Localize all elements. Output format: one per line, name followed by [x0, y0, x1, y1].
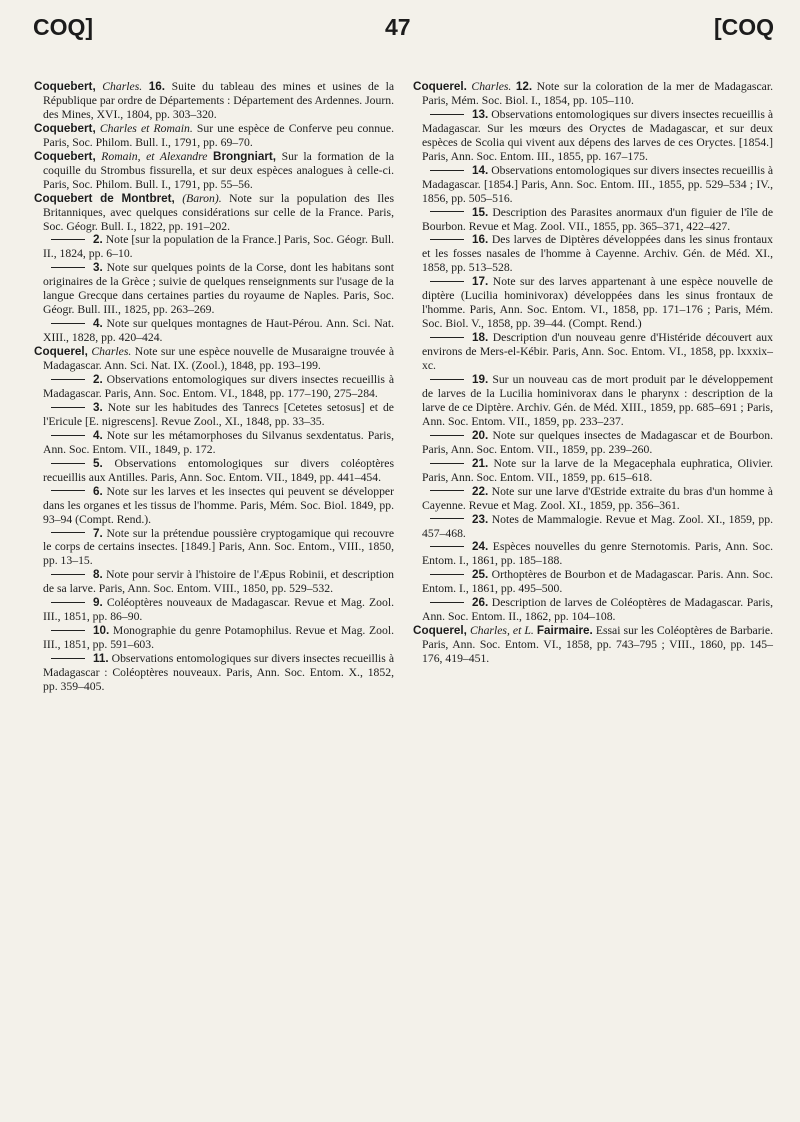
ditto-dash [51, 323, 85, 324]
entry-author: Coquebert, [34, 80, 96, 93]
entry-text: Note sur quelques montagnes de Haut-Pérou. Ann. Sci. Nat. XIII., 1828, pp. 420–424. [43, 317, 394, 345]
catalogue-subentry [413, 457, 773, 485]
entry-number: Fairmaire. [536, 624, 593, 638]
entry-number: 22. [472, 484, 489, 498]
catalogue-subentry [413, 331, 773, 373]
entry-text: Note sur des larves appartenant à une espèce nouvelle de diptère (Lucilia hominivorax) développées dans les sinus frontaux de l'homme. Paris, Ann. Soc. Entom. VI., 1858, pp. 171–176 ; Paris, Mém. Soc. Biol. V., 1858, pp. 39–44. (Compt. Rend.) [422, 275, 773, 331]
entry-author-name: (Baron). [182, 191, 222, 205]
catalogue-subentry [413, 275, 773, 331]
ditto-dash [430, 518, 464, 519]
catalogue-subentry [413, 206, 773, 234]
entry-text: Sur un nouveau cas de mort produit par le développement de larves de la Lucilia hominivorax dans le pharynx : description de la larve de ce Diptère. Archiv. Gén. de Méd. XIII., 1859, pp. 685–691 ; Paris, Ann. Soc. Entom. VII., 1859, pp. 233–237. [422, 373, 774, 428]
catalogue-subentry [34, 233, 394, 261]
entry-text: Sur une espèce de Conferve peu connue. Paris, Soc. Philom. Bull. I., 1791, pp. 69–70. [43, 121, 394, 149]
entry-number: 6. [93, 484, 103, 498]
entry-text: Note [sur la population de la France.] Paris, Soc. Géogr. Bull. II., 1824, pp. 6–10. [43, 233, 394, 261]
entry-author: Coquebert de Montbret, [34, 191, 175, 205]
catalogue-subentry [34, 457, 394, 485]
entry-text: Note sur les larves et les insectes qui peuvent se développer dans les organes et les tissus de l'homme. Paris, Mém. Soc. Biol. 1849, pp. 93–94 (Compt. Rend.). [43, 484, 394, 526]
entry-author-name: Charles, et L. [469, 624, 534, 638]
entry-number: 14. [472, 163, 489, 177]
catalogue-subentry [34, 261, 394, 317]
ditto-dash [51, 407, 85, 408]
entry-text: Coléoptères nouveaux de Madagascar. Revue et Mag. Zool. III., 1851, pp. 86–90. [43, 596, 394, 624]
entry-number: 17. [472, 275, 489, 289]
running-header [0, 14, 800, 44]
ditto-dash [51, 630, 85, 631]
catalogue-subentry [413, 568, 773, 596]
catalogue-subentry [413, 596, 773, 624]
catalogue-subentry [34, 624, 394, 652]
entry-text: Note sur les habitudes des Tanrecs [Cetetes setosus] et de l'Ericule [E. nigrescens]. Revue Zool., XI., 1848, pp. 33–35. [43, 400, 394, 428]
catalogue-subentry [413, 164, 773, 206]
entry-number: Brongniart, [213, 149, 277, 163]
ditto-dash [430, 170, 464, 171]
entry-text: Observations entomologiques sur divers coléoptères recueillis aux Antilles. Paris, Ann. Soc. Entom. VII., 1849, pp. 441–454. [43, 456, 395, 484]
ditto-dash [51, 267, 85, 268]
entry-author: Coquebert, [34, 149, 96, 163]
ditto-dash [51, 658, 85, 659]
catalogue-subentry [34, 401, 394, 429]
entry-text: Espèces nouvelles du genre Sternotomis. Paris, Ann. Soc. Entom. I., 1861, pp. 185–188. [422, 540, 773, 568]
catalogue-subentry [34, 317, 394, 345]
entry-number: 7. [93, 526, 103, 540]
entry-number: 8. [93, 568, 103, 582]
catalogue-subentry [413, 233, 773, 275]
entry-number: 10. [93, 624, 110, 638]
entry-text: Suite du tableau des mines et usines de la République par ordre de Départements : Département des Ardennes. Journ. des Mines, XVI., 1804, pp. 303–320. [43, 80, 395, 121]
entry-number: 16. [472, 233, 489, 247]
ditto-dash [51, 532, 85, 533]
catalogue-entry [34, 345, 394, 373]
entry-number: 13. [472, 107, 489, 121]
ditto-dash [430, 490, 464, 491]
entry-author-name: Charles. [471, 80, 512, 93]
entry-text: Note sur la larve de la Megacephala euphratica, Olivier. Paris, Ann. Soc. Entom. VII., 1859, pp. 615–618. [422, 456, 773, 484]
entry-text: Description de larves de Coléoptères de Madagascar. Paris, Ann. Soc. Entom. II., 1862, pp. 104–108. [422, 596, 773, 624]
entry-text: Notes de Mammalogie. Revue et Mag. Zool. XI., 1859, pp. 457–468. [422, 512, 773, 540]
entry-number: 18. [472, 331, 489, 345]
entry-author: Coquerel. [413, 80, 467, 93]
entry-number: 5. [93, 456, 103, 470]
ditto-dash [51, 602, 85, 603]
entry-author-name: Charles et Romain. [99, 121, 193, 135]
entry-author-name: Charles. [91, 345, 132, 359]
entry-author: Coquerel, [413, 624, 467, 638]
catalogue-subentry [34, 652, 394, 694]
entry-text: Essai sur les Coléoptères de Barbarie. Paris, Ann. Soc. Entom. VI., 1858, pp. 743–795 ; VIII., 1860, pp. 145–176, 419–451. [422, 624, 773, 666]
entry-number: 15. [472, 205, 489, 219]
ditto-dash [51, 574, 85, 575]
ditto-dash [51, 435, 85, 436]
entry-text: Note sur quelques insectes de Madagascar et de Bourbon. Paris, Ann. Soc. Entom. VII., 1859, pp. 239–260. [422, 428, 774, 456]
catalogue-subentry [413, 513, 773, 541]
catalogue-entry [34, 150, 394, 192]
entry-number: 16. [148, 80, 165, 93]
entry-text: Orthoptères de Bourbon et de Madagascar. Paris. Ann. Soc. Entom. I., 1861, pp. 495–500. [422, 568, 774, 596]
catalogue-subentry [34, 429, 394, 457]
ditto-dash [430, 602, 464, 603]
entry-number: 2. [93, 233, 103, 247]
entry-text: Monographie du genre Potamophilus. Revue et Mag. Zool. III., 1851, pp. 591–603. [43, 624, 395, 652]
entry-text: Note sur une larve d'Œstride extraite du bras d'un homme à Cayenne. Revue et Mag. Zool. XI., 1859, pp. 356–361. [422, 484, 773, 512]
entry-number: 23. [472, 512, 489, 526]
entry-number: 26. [472, 596, 489, 610]
entry-number: 4. [93, 317, 103, 331]
entry-text: Observations entomologiques sur divers insectes recueillis à Madagascar. Sur les mœurs des Oryctes de Madagascar, et sur deux espèces de Scolia qui vivent aux dépens des larves de ces Oryctes. [1854.] Paris, Ann. Soc. Entom. III., 1855, pp. 167–175. [422, 107, 774, 163]
entry-number: 20. [472, 428, 489, 442]
catalogue-entry [413, 80, 773, 108]
entry-number: 19. [472, 373, 489, 387]
entry-text: Note sur la coloration de la mer de Madagascar. Paris, Mém. Soc. Biol. I., 1854, pp. 105–110. [422, 80, 773, 107]
entry-number: 12. [515, 80, 533, 93]
catalogue-entry [413, 624, 773, 666]
ditto-dash [51, 379, 85, 380]
entry-text: Observations entomologiques sur divers insectes recueillis à Madagascar. [1854.] Paris, Ann. Soc. Entom. III., 1855, pp. 529–534 ; IV., 1856, pp. 505–516. [422, 163, 774, 205]
catalogue-entry [34, 122, 394, 150]
entry-number: 3. [93, 261, 103, 275]
ditto-dash [51, 463, 85, 464]
entry-number: 2. [93, 373, 103, 387]
entry-number: 9. [93, 596, 103, 610]
entry-author: Coquebert, [34, 121, 96, 135]
catalogue-entry [34, 80, 394, 122]
ditto-dash [430, 435, 464, 436]
entry-text: Description d'un nouveau genre d'Histéride découvert aux environs de Mers-el-Kébir. Paris, Ann. Soc. Entom. VI., 1858, pp. lxxxix–xc. [422, 331, 773, 373]
entry-text: Observations entomologiques sur divers insectes recueillis à Madagascar : Coléoptères nouveaux. Paris, Ann. Soc. Entom. X., 1852, pp. 359–405. [43, 652, 395, 693]
catalogue-subentry [34, 485, 394, 527]
entry-text: Note sur quelques points de la Corse, dont les habitans sont originaires de la Grèce ; suivie de quelques renseignments sur l'usage de la langue Grecque dans certaines parties du royaume de Naples. Paris, Soc. Géogr. Bull. III., 1825, pp. 263–269. [43, 261, 394, 317]
ditto-dash [430, 546, 464, 547]
entry-text: Note sur une espèce nouvelle de Musaraigne trouvée à Madagascar. Ann. Sci. Nat. IX. (Zool.), 1848, pp. 193–199. [43, 345, 395, 373]
catalogue-subentry [34, 527, 394, 569]
catalogue-subentry [34, 568, 394, 596]
entry-number: 24. [472, 540, 489, 554]
entry-text: Note pour servir à l'histoire de l'Æpus Robinii, et description de sa larve. Paris, Ann. Soc. Entom. VIII., 1850, pp. 529–532. [43, 568, 395, 596]
entry-number: 21. [472, 456, 489, 470]
ditto-dash [430, 281, 464, 282]
ditto-dash [430, 239, 464, 240]
ditto-dash [51, 490, 85, 491]
catalogue-subentry [413, 540, 773, 568]
entry-text: Note sur la population des Iles Britanniques, avec quelques considérations sur celle de la France. Paris, Soc. Géogr. Bull. I., 1822, pp. 191–202. [43, 191, 394, 233]
entry-number: 3. [93, 400, 103, 414]
left-column [34, 80, 394, 694]
catalogue-entry [34, 192, 394, 234]
entry-text: Note sur les métamorphoses du Silvanus sexdentatus. Paris, Ann. Soc. Entom. VII., 1849, p. 172. [43, 428, 394, 456]
entry-text: Des larves de Diptères développées dans les sinus frontaux et les fosses nasales de l'homme à Cayenne. Archiv. Gén. de Méd. XI., 1858, pp. 513–528. [422, 233, 773, 275]
catalogue-subentry [413, 429, 773, 457]
entry-text: Observations entomologiques sur divers insectes recueillis à Madagascar. Paris, Ann. Soc. Entom. VI., 1848, pp. 177–190, 275–284. [43, 373, 395, 400]
catalogue-subentry [413, 485, 773, 513]
ditto-dash [430, 337, 464, 338]
entry-number: 4. [93, 428, 103, 442]
entry-author: Coquerel, [34, 345, 88, 359]
catalogue-subentry [34, 373, 394, 401]
catalogue-subentry [413, 108, 773, 164]
page-number: 47 [385, 14, 411, 40]
entry-text: Description des Parasites anormaux d'un figuier de l'île de Bourbon. Revue et Mag. Zool. VII., 1855, pp. 365–371, 422–427. [422, 205, 774, 233]
header-left: COQ] [33, 14, 94, 40]
ditto-dash [430, 463, 464, 464]
entry-number: 11. [93, 652, 109, 666]
catalogue-subentry [413, 373, 773, 429]
entry-text: Note sur la prétendue poussière cryptogamique qui recouvre le corps de certains insectes. [1849.] Paris, Ann. Soc. Entom., VIII., 1850, pp. 13–15. [43, 526, 395, 568]
right-column [413, 80, 773, 666]
ditto-dash [430, 114, 464, 115]
header-right: [COQ [713, 14, 774, 40]
ditto-dash [430, 574, 464, 575]
entry-author-name: Romain, et Alexandre [101, 149, 208, 163]
entry-number: 25. [472, 568, 489, 582]
entry-author-name: Charles. [102, 80, 143, 93]
entry-text: Sur la formation de la coquille du Strombus fissurella, et sur deux espèces analogues à celle-ci. Paris, Soc. Philom. Bull. I., 1791, pp. 55–56. [43, 149, 395, 191]
catalogue-subentry [34, 596, 394, 624]
ditto-dash [51, 239, 85, 240]
ditto-dash [430, 211, 464, 212]
ditto-dash [430, 379, 464, 380]
